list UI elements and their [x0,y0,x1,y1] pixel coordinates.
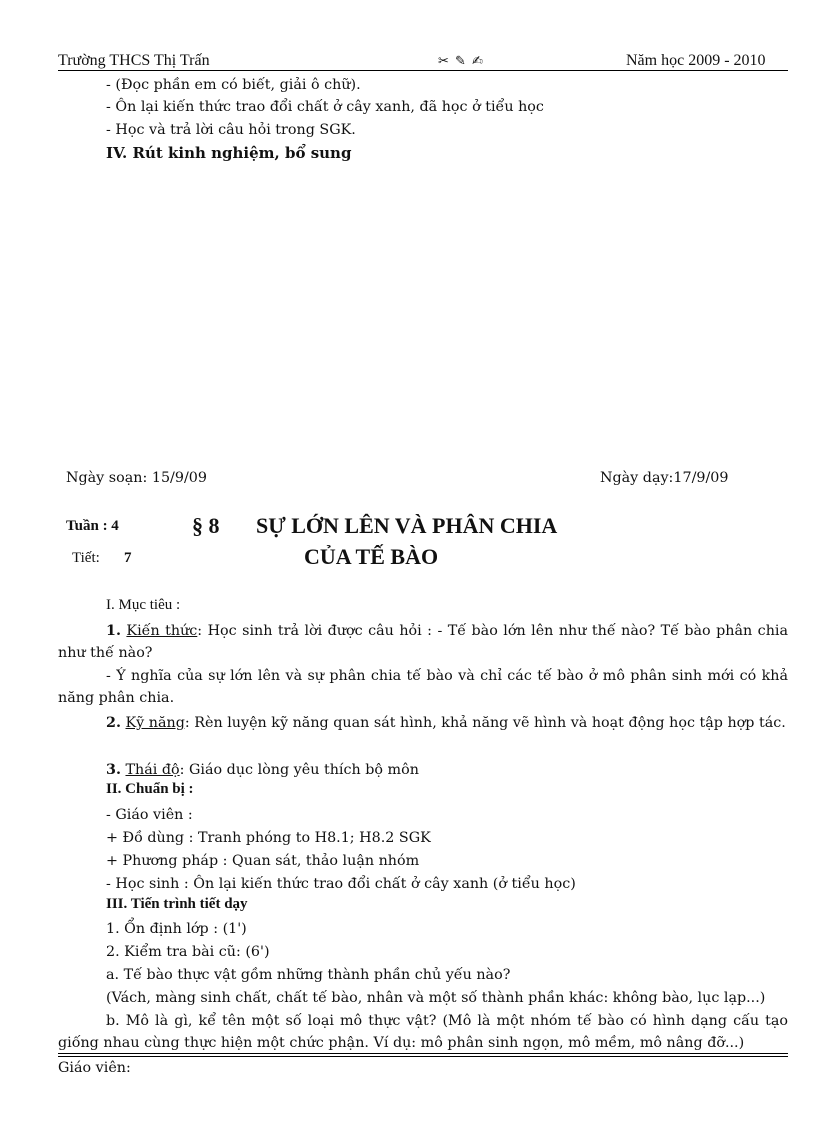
objective-text: : Rèn luyện kỹ năng quan sát hình, khả năng vẽ hình và hoạt động học tập hợp tác. [184,715,786,731]
objective-label: Thái độ [125,762,180,778]
footer-rule-double [58,1056,788,1057]
objective-knowledge [58,620,788,664]
period-label: Tiết: [72,550,100,566]
text-line: - Học sinh : Ôn lại kiến thức trao đổi chất ở cây xanh (ở tiểu học) [106,876,576,892]
school-name: Trường THCS Thị Trấn [58,52,210,69]
objective-text: : Học sinh trả lời được câu hỏi : - Tế bào lớn lên như thế nào? Tế bào phân chia như thế nào? [58,623,788,661]
date-prepared: Ngày soạn: 15/9/09 [66,470,207,486]
objective-skill [58,712,788,734]
school-year: Năm học 2009 - 2010 [626,52,766,69]
section-number: § 8 [192,513,220,538]
objectives-heading: I. Mục tiêu : [106,597,181,613]
text-line: - Học và trả lời câu hỏi trong SGK. [106,122,356,138]
text-line: + Đồ dùng : Tranh phóng to H8.1; H8.2 SGK [106,830,431,846]
objective-number: 1. [106,623,121,639]
objective-number: 2. [106,715,121,731]
date-taught: Ngày dạy:17/9/09 [600,470,729,486]
week-label: Tuần : 4 [66,518,119,534]
text-line: - Giáo viên : [106,807,193,823]
objective-text: : Giáo dục lòng yêu thích bộ môn [179,762,419,778]
objective-attitude [106,759,419,781]
procedure-heading: III. Tiến trình tiết dạy [106,896,248,912]
objective-label: Kiến thức [126,623,198,639]
header-rule [58,70,788,71]
period-number: 7 [124,550,132,566]
objective-knowledge-cont: - Ý nghĩa của sự lớn lên và sự phân chia tế bào và chỉ các tế bào ở mô phân sinh mới có khả năng phân chia. [58,668,788,706]
header-ornament-icon: ✂ ✎ ✍ [438,54,484,69]
objective-number: 3. [106,762,121,778]
text-line: + Phương pháp : Quan sát, thảo luận nhóm [106,853,420,869]
text-line: 2. Kiểm tra bài cũ: (6') [106,944,270,960]
preparation-heading: II. Chuẩn bị : [106,781,194,797]
text-line: a. Tế bào thực vật gồm những thành phần chủ yếu nào? [106,967,511,983]
text-line: - Ôn lại kiến thức trao đổi chất ở cây xanh, đã học ở tiểu học [106,99,544,115]
teacher-label: Giáo viên: [58,1060,131,1076]
text-line: - (Đọc phần em có biết, giải ô chữ). [106,77,361,93]
lesson-title-line1: SỰ LỚN LÊN VÀ PHÂN CHIA [256,513,558,538]
text-line: (Vách, màng sinh chất, chất tế bào, nhân và một số thành phần khác: không bào, lục lạp...) [106,990,766,1006]
text-paragraph: b. Mô là gì, kể tên một số loại mô thực vật? (Mô là một nhóm tế bào có hình dạng cấu tạo giống nhau cùng thực hiện một chức phận. Ví dụ: mô phân sinh ngọn, mô mềm, mô nâng đỡ...) [58,1013,788,1051]
text-line: 1. Ổn định lớp : (1') [106,921,247,937]
section-heading: IV. Rút kinh nghiệm, bổ sung [106,144,352,162]
objective-label: Kỹ năng [125,715,185,731]
footer-rule [58,1053,788,1054]
lesson-title-line2: CỦA TẾ BÀO [304,544,439,569]
